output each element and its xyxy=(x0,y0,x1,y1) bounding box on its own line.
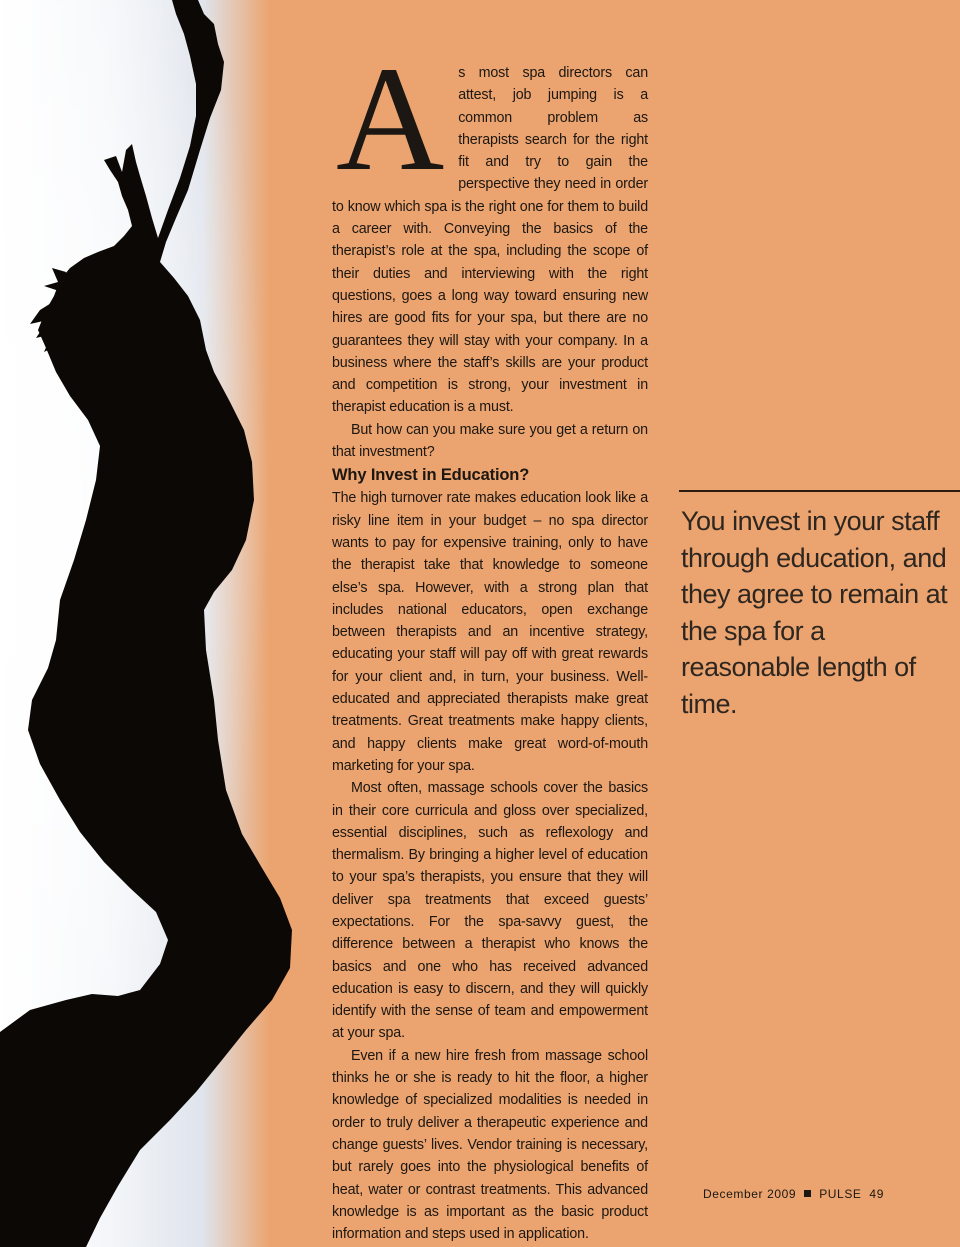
pull-quote: You invest in your staff through education, and they agree to remain at the spa for a reasonable length of time. xyxy=(681,506,948,719)
article-body xyxy=(332,36,648,1245)
drop-cap: A xyxy=(336,36,445,202)
jumping-woman-silhouette xyxy=(0,0,330,1247)
pull-quote-rule xyxy=(679,490,960,492)
footer-magazine: PULSE xyxy=(819,1187,862,1201)
body-paragraph: Even if a new hire fresh from massage school thinks he or she is ready to hit the floor, a higher knowledge of specialized modalities is needed in order to truly deliver a therapeutic experience and change guests’ lives. Vendor training is necessary, but rarely goes into the physiological benefits of heat, water or contrast treatments. This advanced knowledge is as important as the basic product information and steps used in application. xyxy=(332,1047,648,1243)
page-footer xyxy=(703,1187,884,1201)
intro-paragraph xyxy=(332,36,648,419)
section-heading: Why Invest in Education? xyxy=(332,466,530,485)
body-paragraph: The high turnover rate makes education look like a risky line item in your budget – no spa director wants to pay for expensive training, only to have the therapist take that knowledge to someone else’s spa. However, with a strong plan that includes national educators, open exchange between therapists and an incentive strategy, educating your staff will pay off with great rewards for your client and, in turn, your business. Well-educated and appreciated therapists make great treatments. Great treatments make happy clients, and happy clients make great word-of-mouth marketing for your spa. xyxy=(332,490,648,774)
intro-question-paragraph: But how can you make sure you get a return on that investment? xyxy=(332,421,648,461)
body-paragraph: Most often, massage schools cover the basics in their core curricula and gloss over specialized, essential disciplines, such as reflexology and thermalism. By bringing a higher level of education to your spa’s therapists, you ensure that they will deliver spa treatments that exceed guests’ expectations. For the spa-savvy guest, the difference between a therapist who knows the basics and one who has received advanced education is easy to discern, and they will quickly identify with the sense of team and empowerment at your spa. xyxy=(332,780,648,1042)
square-bullet-icon xyxy=(804,1190,811,1197)
footer-date: December 2009 xyxy=(703,1187,797,1201)
intro-text: s most spa directors can attest, job jumping is a common problem as therapists search for the right fit and try to gain the perspective they need in order to know which spa is the right one for them to build a career with. Conveying the basics of the therapist’s role at the spa, including the scope of their duties and interviewing with the right questions, goes a long way toward ensuring new hires are good fits for your spa, but there are no guarantees they will stay with your company. In a business where the staff’s skills are your product and competition is strong, your investment in therapist education is a must. xyxy=(332,65,648,416)
page-number: 49 xyxy=(869,1187,884,1201)
